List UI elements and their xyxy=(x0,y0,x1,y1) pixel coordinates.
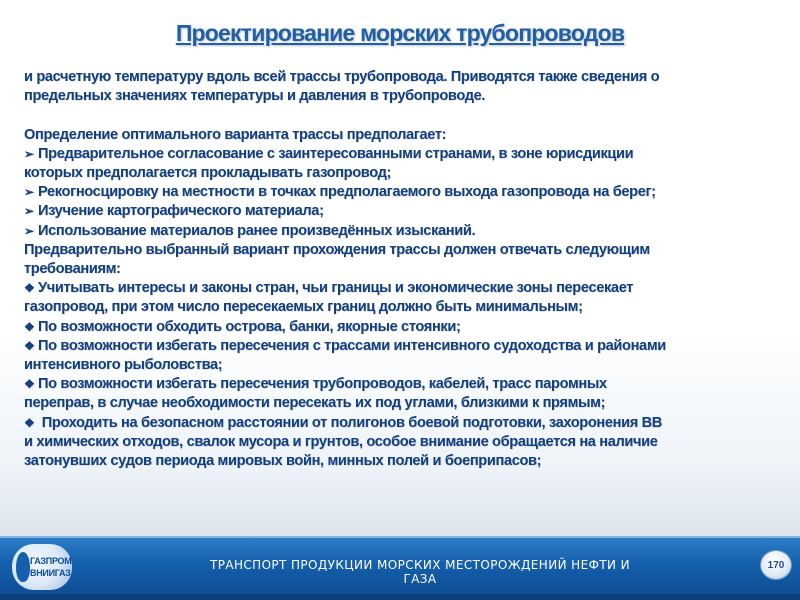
diamond-bullet-icon: ❖ xyxy=(24,415,35,430)
text-line xyxy=(24,222,784,241)
footer-caption: ТРАНСПОРТ ПРОДУКЦИИ МОРСКИХ МЕСТОРОЖДЕНИЙ НЕФТИ И ГАЗА xyxy=(209,558,631,586)
text-line xyxy=(24,298,784,317)
text-line xyxy=(24,279,784,298)
line-text: Учитывать интересы и законы стран, чьи границы и экономические зоны пересекает xyxy=(38,280,634,297)
diamond-bullet-icon: ❖ xyxy=(24,338,35,353)
line-text: требованиям: xyxy=(24,261,121,278)
text-line xyxy=(24,318,784,337)
text-line xyxy=(24,375,784,394)
text-line xyxy=(24,164,784,183)
line-text: предельных значениях температуры и давления в трубопроводе. xyxy=(24,88,486,105)
line-text: По возможности избегать пересечения с трассами интенсивного судоходства и районами xyxy=(38,337,666,354)
line-text: затонувших судов периода мировых войн, минных полей и боеприпасов; xyxy=(24,453,542,470)
text-line xyxy=(24,183,784,202)
gazprom-flame-icon xyxy=(16,552,30,582)
text-line xyxy=(24,414,784,433)
line-text: и химических отходов, свалок мусора и грунтов, особое внимание обращается на наличие xyxy=(24,433,658,450)
line-text: которых предполагается прокладывать газопровод; xyxy=(24,165,392,181)
company-logo xyxy=(12,544,72,590)
line-text: Проходить на безопасном расстоянии от полигонов боевой подготовки, захоронения ВВ xyxy=(38,414,662,431)
text-line xyxy=(24,145,784,164)
arrow-bullet-icon: ➢ xyxy=(24,204,34,219)
line-text: переправ, в случае необходимости пересекать их под углами, близкими к прямым; xyxy=(24,395,606,412)
line-text: газопровод, при этом число пересекаемых границ должно быть минимальным; xyxy=(24,299,583,316)
diamond-bullet-icon: ❖ xyxy=(24,319,35,334)
logo-line-2: ВНИИГАЗ xyxy=(30,568,71,578)
text-line xyxy=(24,241,784,260)
line-text: Рекогносцировку на местности в точках предполагаемого выхода газопровода на берег; xyxy=(38,184,656,201)
line-text: По возможности обходить острова, банки, якорные стоянки; xyxy=(38,318,461,335)
logo-line-1: ГАЗПРОМ xyxy=(30,556,72,566)
text-line xyxy=(24,202,784,221)
line-text: Предварительное согласование с заинтересованными странами, в зоне юрисдикции xyxy=(38,145,634,162)
line-text: Использование материалов ранее произведённых изысканий. xyxy=(38,222,476,239)
text-line xyxy=(24,337,784,356)
text-line xyxy=(24,126,784,145)
text-line xyxy=(24,260,784,279)
line-text: Изучение картографического материала; xyxy=(38,203,324,220)
text-line xyxy=(24,452,784,471)
footer-bar xyxy=(0,536,800,594)
slide-body xyxy=(24,68,784,471)
text-line xyxy=(24,106,784,125)
line-text: интенсивного рыболовства; xyxy=(24,357,223,374)
diamond-bullet-icon: ❖ xyxy=(24,377,35,392)
line-text: и расчетную температуру вдоль всей трассы трубопровода. Приводятся также сведения о xyxy=(24,69,660,85)
page-number: 170 xyxy=(760,550,792,580)
text-line xyxy=(24,68,784,87)
line-text: По возможности избегать пересечения трубопроводов, кабелей, трасс паромных xyxy=(38,376,607,393)
footer-bottom-strip xyxy=(0,594,800,600)
text-line xyxy=(24,356,784,375)
diamond-bullet-icon: ❖ xyxy=(24,281,35,296)
slide-title: Проектирование морских трубопроводов xyxy=(175,20,625,46)
arrow-bullet-icon: ➢ xyxy=(24,146,34,161)
line-text: Предварительно выбранный вариант прохождения трассы должен отвечать следующим xyxy=(24,241,650,258)
arrow-bullet-icon: ➢ xyxy=(24,185,34,200)
line-text: Определение оптимального варианта трассы предполагает: xyxy=(24,126,447,143)
text-line xyxy=(24,394,784,413)
text-line xyxy=(24,433,784,452)
text-line xyxy=(24,87,784,106)
arrow-bullet-icon: ➢ xyxy=(24,223,34,238)
